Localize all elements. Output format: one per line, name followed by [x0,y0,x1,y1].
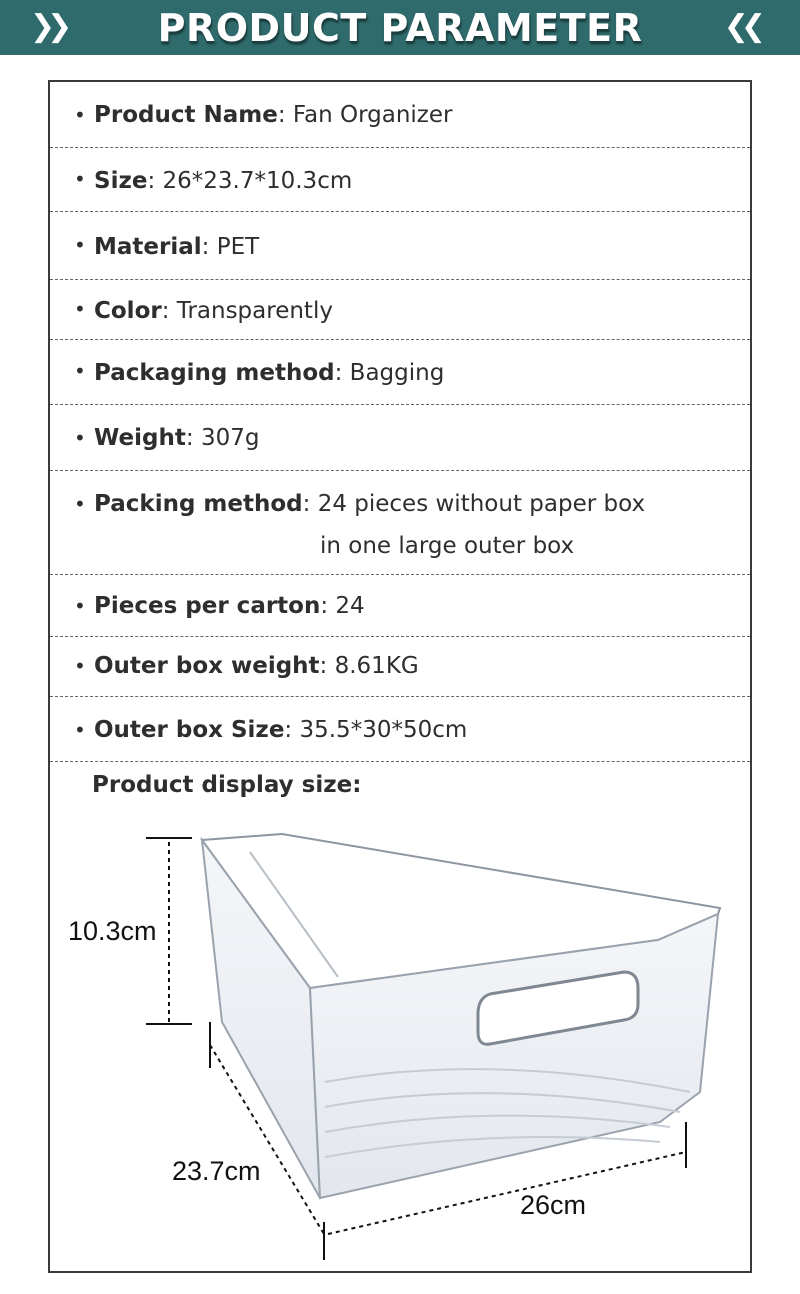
param-row-packaging-method: • Packaging method: Bagging [50,340,750,405]
param-value: 307g [200,425,260,451]
param-row-color: • Color: Transparently [50,280,750,340]
param-label: Pieces per carton [94,593,321,619]
param-row-packing-method: • Packing method: 24 pieces without paper box in one large outer box [50,471,750,575]
param-value: 35.5*30*50cm [299,717,468,743]
param-row-pieces-per-carton: • Pieces per carton: 24 [50,575,750,637]
param-row-outer-box-size: • Outer box Size: 35.5*30*50cm [50,697,750,762]
param-label: Color [94,298,162,324]
height-label: 10.3cm [68,916,157,946]
param-value: Fan Organizer [292,102,453,128]
param-label: Size [94,168,148,194]
param-value: 24 [335,593,365,619]
param-label: Material [94,234,202,260]
param-label: Outer box Size [94,717,285,743]
param-row-weight: • Weight: 307g [50,405,750,471]
param-row-size: • Size: 26*23.7*10.3cm [50,148,750,212]
param-label: Weight [94,425,186,451]
param-label: Packing method [94,491,303,517]
param-label: Outer box weight [94,653,320,679]
param-value: Transparently [176,298,333,324]
param-row-material: • Material: PET [50,212,750,280]
param-value: 26*23.7*10.3cm [162,168,353,194]
param-row-product-name: • Product Name: Fan Organizer [50,82,750,148]
double-chevron-left-icon: ❮❮ [723,9,758,44]
depth-label: 23.7cm [172,1156,261,1186]
param-value-continued: in one large outer box [320,533,575,559]
organizer-image [202,834,720,1198]
display-size-title: Product display size: [92,772,362,798]
param-label: Packaging method [94,360,335,386]
product-dimension-diagram [50,822,750,1267]
param-value: 8.61KG [334,653,419,679]
parameter-table [48,80,752,1273]
param-value: PET [216,234,260,260]
param-row-outer-box-weight: • Outer box weight: 8.61KG [50,637,750,697]
param-value: 24 pieces without paper box [317,491,646,517]
width-label: 26cm [520,1190,587,1220]
param-value: Bagging [349,360,445,386]
double-chevron-right-icon: ❯❯ [30,9,65,44]
param-label: Product Name [94,102,278,128]
page-title: PRODUCT PARAMETER [157,5,643,50]
header-banner [0,0,800,55]
